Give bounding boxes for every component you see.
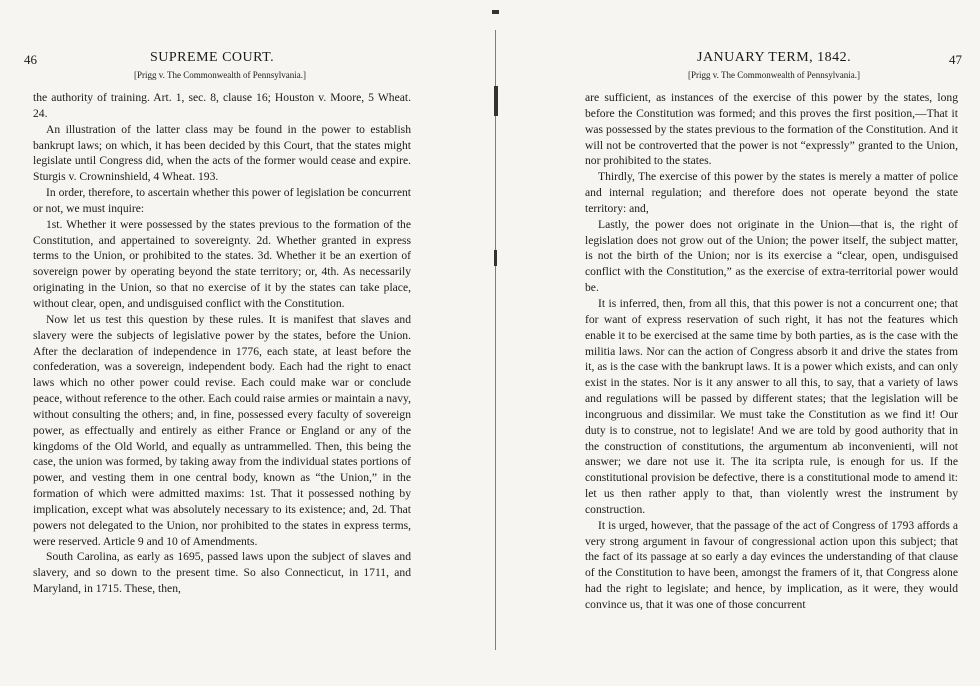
paragraph: South Carolina, as early as 1695, passed laws upon the subject of slaves and slavery, and so down to the present time. So also Connecticut, in 1711, and Maryland, in 1715. These, then,: [33, 550, 411, 596]
paragraph: Thirdly, The exercise of this power by the states is merely a matter of police and internal regulation; and therefore does not operate beyond the state territory: and,: [585, 170, 958, 215]
paragraph: Lastly, the power does not originate in the Union—that is, the right of legislation does not grow out of the Union; the power itself, the subject matter, is not the birth of the Union; nor is its exercise a “clear, open, undisguised conflict with the Constitution,” as the exercise of extra-territorial power would be.: [585, 217, 958, 295]
paragraph: are sufficient, as instances of the exercise of this power by the states, long before the Constitution was formed; and this proves the first position,—That it was possessed by the states previous to the formation of the Constitution. And it will not be controverted that the power is not “expressly” granted to the Union, nor prohibited to the states.: [585, 91, 958, 168]
case-caption-right: [Prigg v. The Commonwealth of Pennsylvania.]: [688, 70, 860, 80]
paragraph: It is urged, however, that the passage of the act of Congress of 1793 affords a very strong argument in favour of congressional action upon this subject; that the fact of its passage at so early a day evinces the understanding of that clause of the Constitution to have been, amongst the framers of it, that Congress alone had the right to legislate; and hence, by implication, as it were, they would convince us, that it was one of those concurrent: [585, 518, 958, 611]
paragraph: the authority of training. Art. 1, sec. 8, clause 16; Houston v. Moore, 5 Wheat. 24.: [33, 91, 411, 120]
running-head-right: JANUARY TERM, 1842.: [697, 50, 852, 65]
case-caption-left: [Prigg v. The Commonwealth of Pennsylvania.]: [134, 70, 306, 80]
paragraph: 1st. Whether it were possessed by the states previous to the formation of the Constitution, and appertained to sovereignty. 2d. Whether granted in express terms to the Union, or prohibited to the states. 3d. Whether it be an exertion of sovereign power by operating beyond the state territory; or, 4th. As necessarily originating in the Union, so that no exercise of it by the states can take place, without clear, open, and undisguised conflict with the Constitution.: [33, 217, 411, 310]
body-text-left: [33, 90, 411, 597]
paragraph: In order, therefore, to ascertain whether this power of legislation be concurrent or not, we must inquire:: [33, 186, 411, 215]
right-page: [492, 0, 980, 686]
paragraph: An illustration of the latter class may be found in the power to establish bankrupt laws; on which, it has been decided by this Court, that the states might legislate until Congress did, when the acts of the former would cease and expire. Sturgis v. Crowninshield, 4 Wheat. 193.: [33, 122, 411, 184]
running-head-left: SUPREME COURT.: [150, 50, 275, 65]
body-text-right: [585, 90, 958, 613]
paragraph: Now let us test this question by these rules. It is manifest that slaves and slavery were the subjects of legislative power by the states, before the Union. After the declaration of independence in 1776, each state, at least before the confederation, was a sovereign, independent body. Each had the right to enact laws which no other power could revise. Each could make war or conclude peace, without reference to the other. Each could raise armies or maintain a navy, without consulting the others; and, in fine, possessed every faculty of sovereign power, as effectually and entirely as either France or England or any of the kingdoms of the Old World, and equally as untrammelled. Then, this being the case, the union was formed, by taking away from the individual states portions of power, and vesting them in one central body, known as “the Union,” in the formation of which were admitted maxims: 1st. That it possessed nothing by implication, except what was absolutely necessary to its existence; and, 2d. That powers not delegated to the Union, nor prohibited to the states in express terms, were reserved. Article 9 and 10 of Amendments.: [33, 312, 411, 548]
page-number-right: 47: [949, 52, 962, 67]
paragraph: It is inferred, then, from all this, that this power is not a concurrent one; that for want of express reservation of such right, it has not the features which enable it to be exercised at the same time by both parties, as is the case with the militia laws. Nor can the action of Congress absorb it and drive the states from it, as is the case with the bankrupt laws. It is a power which exists, and can only exist in the states. Nor is it any answer to all this, to say, that a variety of laws and regulations will be passed by different states; that the legislation will be incongruous and dissimilar. We must take the Constitution as we find it! Our duty is to construe, not to legislate! And we are told by good authority that in the construction of constitutions, the argumentum ab inconvenienti, will not answer; we dare not use it. The ita scripta rule, is enough for us. If the constitutional provision be defective, there is a constitutional mode to amend it: let us then rather apply to that, than violently wrest the instrument by construction.: [585, 296, 958, 516]
page-number-left: 46: [24, 52, 37, 67]
